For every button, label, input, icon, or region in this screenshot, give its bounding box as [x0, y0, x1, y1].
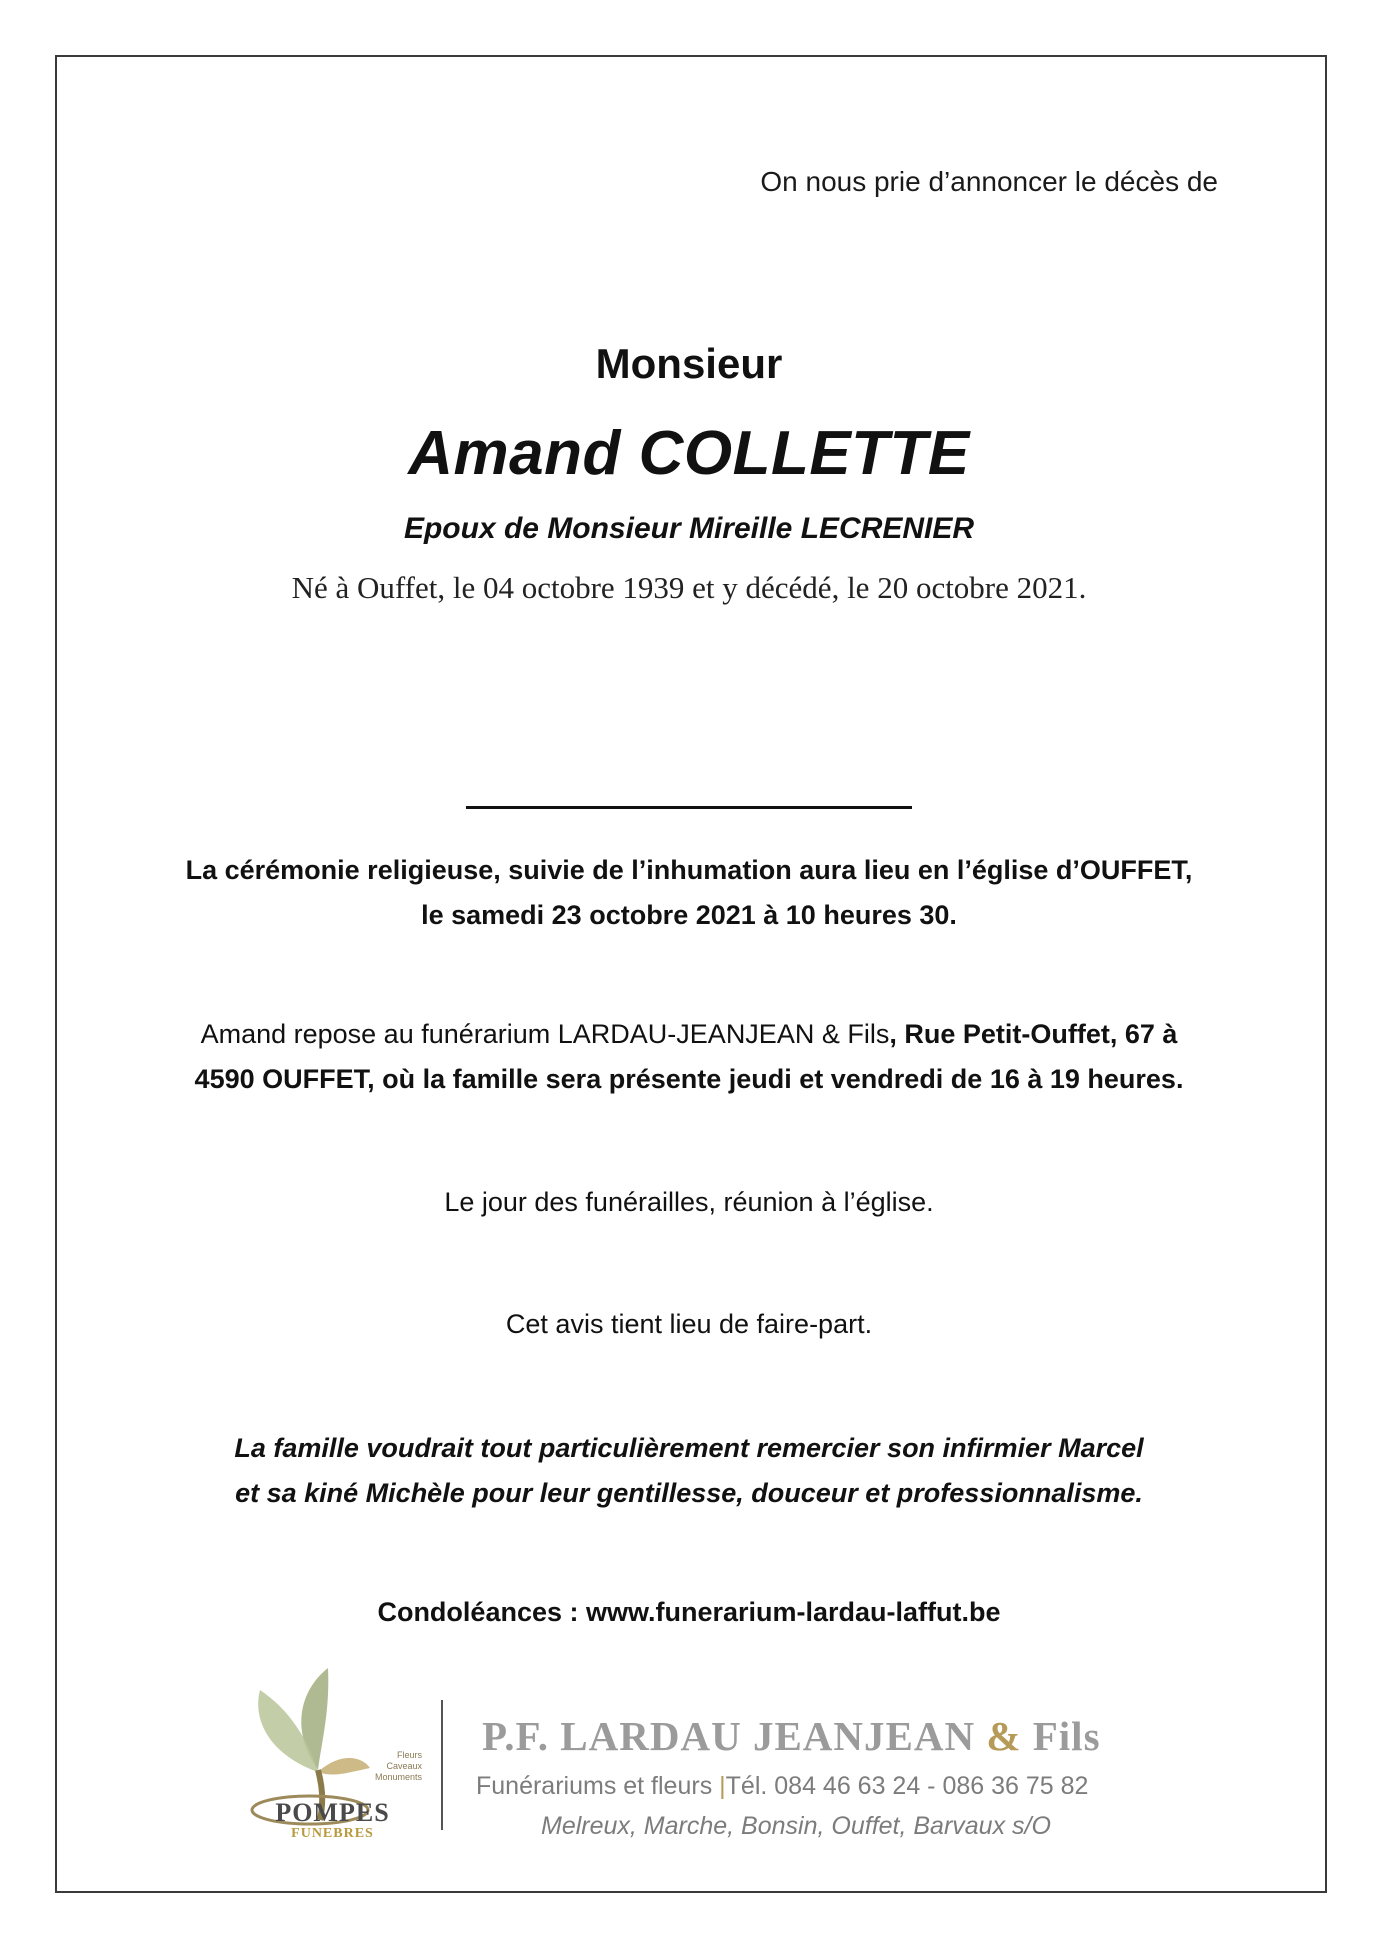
repose-line-1-bold: , Rue Petit-Ouffet, 67 à	[889, 1019, 1178, 1049]
repose-line-1	[0, 1012, 1378, 1057]
logo-separator	[441, 1700, 443, 1830]
repose-line-1-plain: Amand repose au funérarium LARDAU-JEANJEAN & Fils	[200, 1019, 890, 1049]
repose-text	[0, 1012, 1378, 1102]
spouse-line: Epoux de Monsieur Mireille LECRENIER	[403, 512, 975, 545]
company-contact: Funérariums et fleurs |Tél. 084 46 63 24 - 086 36 75 82	[476, 1772, 1089, 1800]
announcement-intro: On nous prie d’annoncer le décès de	[760, 166, 1218, 197]
divider-line	[466, 806, 912, 809]
ceremony-text	[0, 848, 1378, 938]
ceremony-line-1: La cérémonie religieuse, suivie de l’inhumation aura lieu en l’église d’OUFFET,	[185, 855, 1193, 885]
logo-wordmark: POMPES FUNEBRES	[275, 1798, 390, 1841]
thanks-line-1: La famille voudrait tout particulièrement remercier son infirmier Marcel	[234, 1433, 1144, 1463]
repose-line-2	[0, 1057, 1378, 1102]
repose-line-2-bold: 4590 OUFFET, où la famille sera présente jeudi et vendredi de 16 à 19 heures.	[194, 1064, 1184, 1094]
birth-death-line: Né à Ouffet, le 04 octobre 1939 et y décédé, le 20 octobre 2021.	[291, 570, 1087, 605]
notice-text: Cet avis tient lieu de faire-part.	[505, 1309, 873, 1339]
ceremony-line-2: le samedi 23 octobre 2021 à 10 heures 30.	[421, 900, 957, 930]
condolences-text: Condoléances : www.funerarium-lardau-laffut.be	[377, 1597, 1001, 1627]
logo-tagline: Fleurs Caveaux Monuments	[374, 1750, 422, 1782]
deceased-name: Amand COLLETTE	[408, 419, 970, 488]
salutation: Monsieur	[595, 340, 783, 387]
thanks-line-2: et sa kiné Michèle pour leur gentillesse, douceur et professionnalisme.	[235, 1478, 1143, 1508]
meeting-text: Le jour des funérailles, réunion à l’église.	[444, 1187, 934, 1217]
thanks-text	[0, 1426, 1378, 1516]
company-name: P.F. LARDAU JEANJEAN & Fils	[482, 1713, 1101, 1759]
company-locations: Melreux, Marche, Bonsin, Ouffet, Barvaux s/O	[541, 1812, 1051, 1840]
